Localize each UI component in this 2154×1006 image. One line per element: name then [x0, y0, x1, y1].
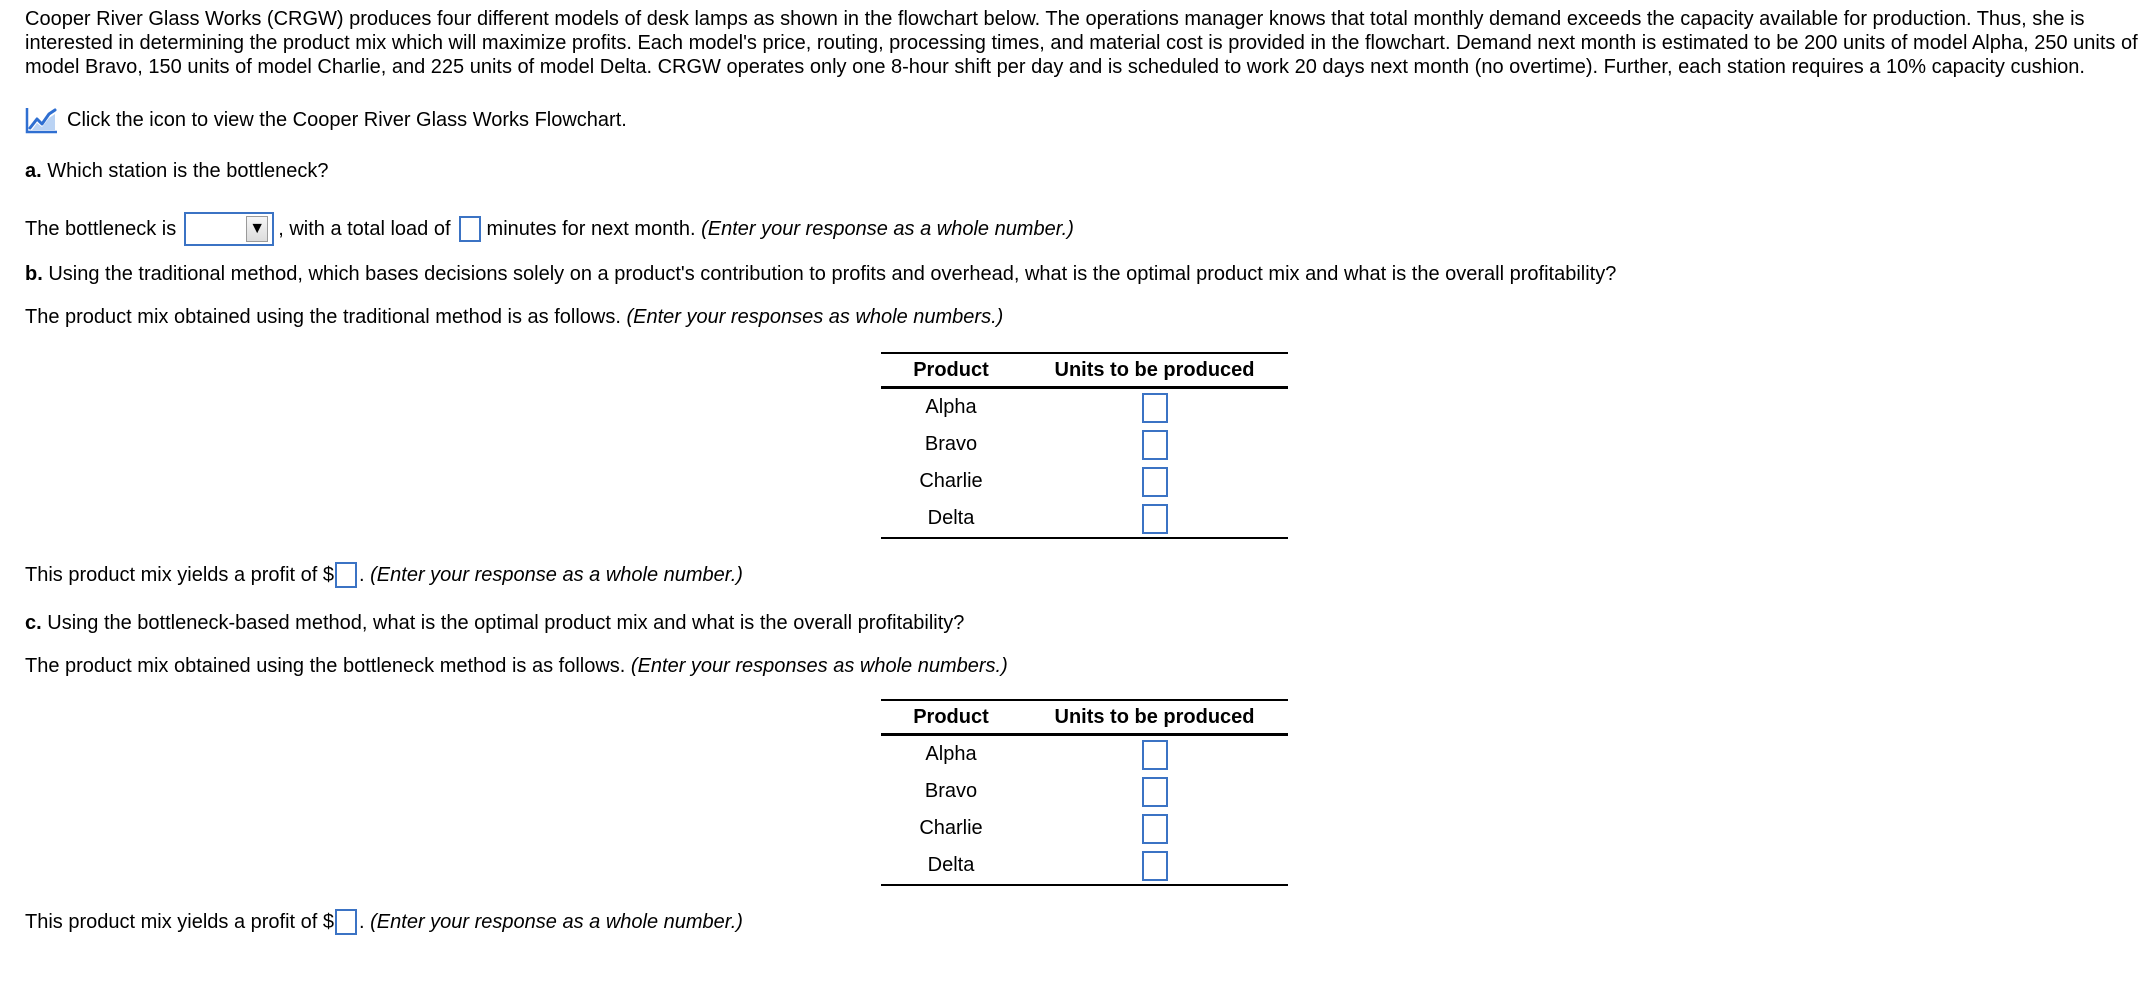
table-row — [881, 847, 1288, 884]
table-row — [881, 426, 1288, 463]
part-c-letter: c. — [25, 612, 42, 634]
part-c-intro — [25, 654, 1008, 678]
part-b-letter: b. — [25, 263, 43, 285]
part-c-profit-lead: This product mix yields a profit of $ — [25, 911, 335, 933]
product-name: Alpha — [925, 743, 977, 765]
part-c-profit-row — [25, 907, 743, 937]
part-b-question — [25, 262, 1616, 286]
table-row — [881, 500, 1288, 537]
part-b-profit-lead: This product mix yields a profit of $ — [25, 564, 335, 586]
bottleneck-delta-units-input[interactable] — [1142, 851, 1168, 881]
problem-statement: Cooper River Glass Works (CRGW) produces four different models of desk lamps as shown in the flowchart below. The operations manager knows that total monthly demand exceeds the capacity available for production. Thus, she is interested in determining the product mix which will maximize profits. Each model's price, routing, processing times, and material cost is provided in the flowchart. Demand next month is estimated to be 200 units of model Alpha, 250 units of model Bravo, 150 units of model Charlie, and 225 units of model Delta. CRGW operates only one 8-hour shift per day and is scheduled to work 20 days next month (no overtime). Further, each station requires a 10% capacity cushion. — [25, 8, 2138, 78]
table-row — [881, 810, 1288, 847]
units-cell — [1021, 740, 1288, 770]
flowchart-link-row — [25, 106, 627, 134]
table-body — [881, 389, 1288, 539]
part-b-intro — [25, 305, 1003, 329]
bottleneck-middle-text: , with a total load of — [278, 218, 451, 240]
part-a-question — [25, 159, 329, 183]
traditional-profit-input[interactable] — [335, 562, 357, 588]
part-c-profit-hint: (Enter your response as a whole number.) — [370, 911, 743, 933]
chart-icon[interactable] — [25, 106, 59, 134]
table-header — [881, 699, 1288, 736]
part-b-intro-text: The product mix obtained using the traditional method is as follows. — [25, 306, 621, 328]
table-row — [881, 389, 1288, 426]
table-row — [881, 736, 1288, 773]
flowchart-link[interactable] — [25, 106, 627, 134]
part-c-intro-text: The product mix obtained using the bottleneck method is as follows. — [25, 655, 626, 677]
traditional-charlie-units-input[interactable] — [1142, 467, 1168, 497]
units-column-header: Units to be produced — [1054, 358, 1255, 381]
table-header — [881, 352, 1288, 389]
units-cell — [1021, 393, 1288, 423]
bottleneck-hint: (Enter your response as a whole number.) — [701, 218, 1074, 240]
part-c-profit-tail: . — [359, 911, 365, 933]
bottleneck-tail-text: minutes for next month. — [486, 218, 696, 240]
part-a-letter: a. — [25, 160, 42, 182]
traditional-delta-units-input[interactable] — [1142, 504, 1168, 534]
bottleneck-profit-input[interactable] — [335, 909, 357, 935]
part-c-intro-hint: (Enter your responses as whole numbers.) — [630, 655, 1008, 677]
units-cell — [1021, 851, 1288, 881]
product-name: Bravo — [924, 780, 978, 802]
product-name: Delta — [927, 507, 975, 529]
units-cell — [1021, 467, 1288, 497]
part-a-answer-row — [25, 210, 1074, 248]
part-c-question — [25, 611, 964, 635]
traditional-mix-table — [881, 352, 1288, 539]
units-cell — [1021, 504, 1288, 534]
traditional-alpha-units-input[interactable] — [1142, 393, 1168, 423]
product-name: Bravo — [924, 433, 978, 455]
bottleneck-bravo-units-input[interactable] — [1142, 777, 1168, 807]
part-b-profit-row — [25, 560, 743, 590]
units-cell — [1021, 777, 1288, 807]
total-load-input[interactable] — [459, 216, 481, 242]
part-c-question-text: Using the bottleneck-based method, what is the optimal product mix and what is the overall profitability? — [47, 612, 965, 634]
product-column-header: Product — [913, 358, 989, 381]
bottleneck-lead-text: The bottleneck is — [25, 218, 177, 240]
units-cell — [1021, 814, 1288, 844]
table-body — [881, 736, 1288, 886]
part-a-question-text: Which station is the bottleneck? — [47, 160, 329, 182]
table-row — [881, 463, 1288, 500]
bottleneck-mix-table — [881, 699, 1288, 886]
table-row — [881, 773, 1288, 810]
product-name: Alpha — [925, 396, 977, 418]
dropdown-arrow-icon[interactable]: ▼ — [246, 216, 268, 242]
part-b-intro-hint: (Enter your responses as whole numbers.) — [626, 306, 1004, 328]
part-b-question-text: Using the traditional method, which bases decisions solely on a product's contribution to profits and overhead, what is the optimal product mix and what is the overall profitability? — [48, 263, 1617, 285]
traditional-bravo-units-input[interactable] — [1142, 430, 1168, 460]
flowchart-link-text[interactable]: Click the icon to view the Cooper River Glass Works Flowchart. — [67, 109, 627, 131]
bottleneck-station-select[interactable] — [184, 212, 274, 246]
product-column-header: Product — [913, 705, 989, 728]
bottleneck-alpha-units-input[interactable] — [1142, 740, 1168, 770]
product-name: Delta — [927, 854, 975, 876]
part-b-profit-tail: . — [359, 564, 365, 586]
units-cell — [1021, 430, 1288, 460]
units-column-header: Units to be produced — [1054, 705, 1255, 728]
bottleneck-charlie-units-input[interactable] — [1142, 814, 1168, 844]
product-name: Charlie — [919, 470, 983, 492]
product-name: Charlie — [919, 817, 983, 839]
part-b-profit-hint: (Enter your response as a whole number.) — [370, 564, 743, 586]
